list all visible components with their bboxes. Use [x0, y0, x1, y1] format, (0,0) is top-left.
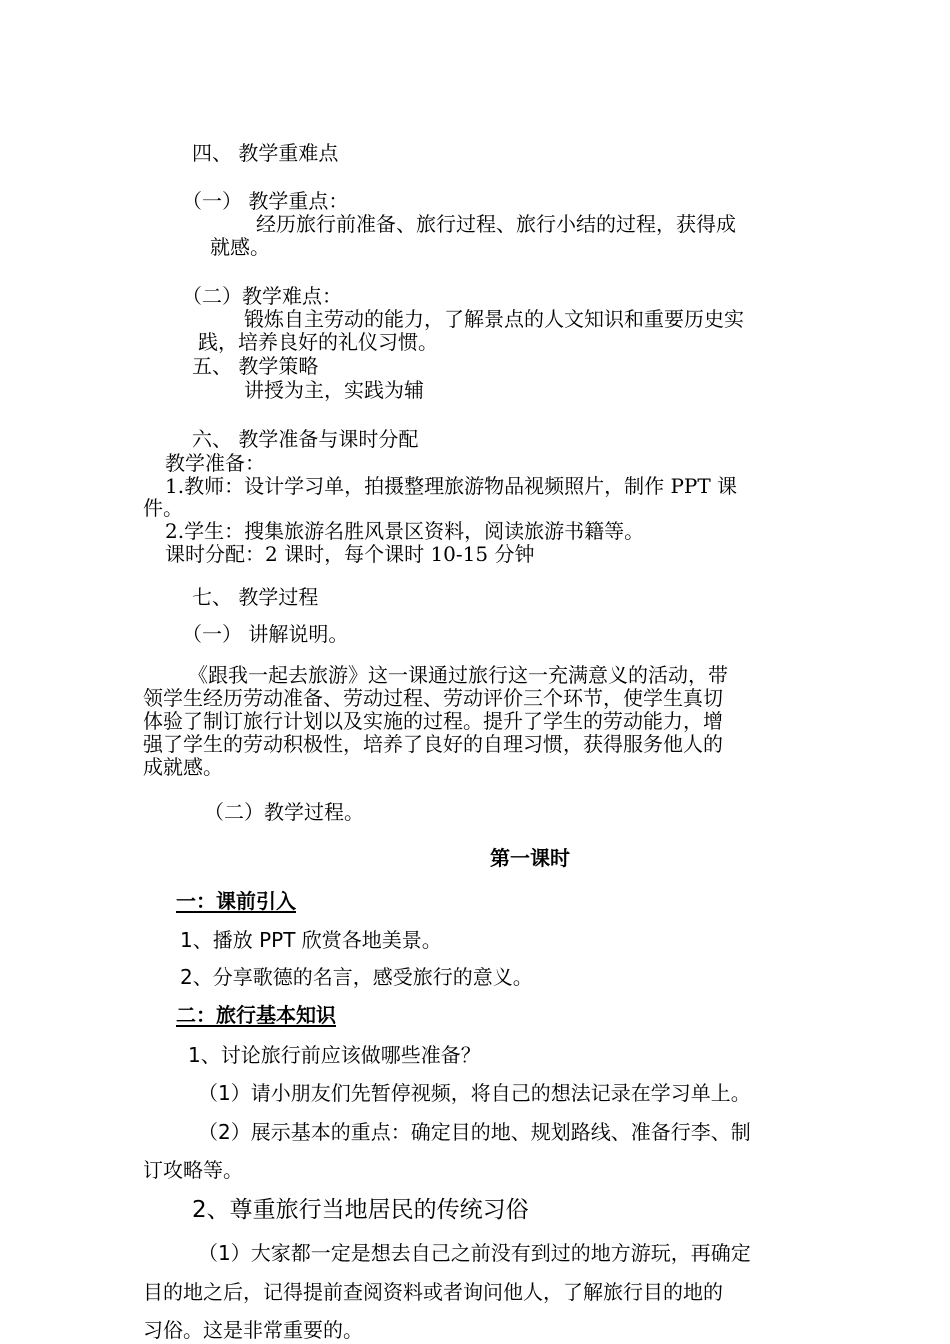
- question-1: 1、讨论旅行前应该做哪些准备？: [188, 1043, 481, 1067]
- part-1-heading: 一：课前引入: [176, 889, 296, 913]
- teacher-prep-line-1: 1.教师：设计学习单，拍摄整理旅游物品视频照片，制作 PPT 课: [165, 474, 738, 498]
- section-7-heading: 七、 教学过程: [192, 585, 319, 609]
- part-2-heading: 二：旅行基本知识: [176, 1003, 336, 1027]
- strategy-text: 讲授为主，实践为辅: [244, 378, 424, 402]
- process-label: （二）教学过程。: [204, 800, 364, 824]
- difficulties-label: （二）教学难点：: [182, 284, 342, 308]
- question-1-answer-b-line-1: （2）展示基本的重点：确定目的地、规划路线、准备行李、制: [198, 1120, 751, 1144]
- explanation-line-2: 领学生经历劳动准备、劳动过程、劳动评价三个环节，使学生真切: [143, 686, 723, 710]
- key-points-line-2: 就感。: [210, 235, 270, 259]
- explanation-line-1: 《跟我一起去旅游》这一课通过旅行这一充满意义的活动，带: [188, 663, 728, 687]
- key-points-label: （一） 教学重点：: [182, 189, 349, 213]
- question-2: 2、尊重旅行当地居民的传统习俗: [192, 1197, 529, 1223]
- student-prep: 2.学生：搜集旅游名胜风景区资料，阅读旅游书籍等。: [165, 519, 645, 543]
- question-2-answer-line-1: （1）大家都一定是想去自己之前没有到过的地方游玩，再确定: [198, 1241, 751, 1265]
- question-1-answer-b-line-2: 订攻略等。: [143, 1158, 243, 1182]
- section-6-heading: 六、 教学准备与课时分配: [192, 427, 419, 451]
- explanation-label: （一） 讲解说明。: [182, 622, 349, 646]
- section-5-heading: 五、 教学策略: [192, 354, 319, 378]
- difficulties-line-1: 锻炼自主劳动的能力，了解景点的人文知识和重要历史实: [244, 307, 744, 331]
- explanation-line-5: 成就感。: [143, 755, 223, 779]
- question-2-answer-line-3: 习俗。这是非常重要的。: [143, 1318, 363, 1342]
- explanation-line-3: 体验了制订旅行计划以及实施的过程。提升了学生的劳动能力，增: [143, 709, 723, 733]
- key-points-line-1: 经历旅行前准备、旅行过程、旅行小结的过程，获得成: [256, 212, 736, 236]
- explanation-line-4: 强了学生的劳动积极性，培养了良好的自理习惯，获得服务他人的: [143, 732, 723, 756]
- part-1-item-2: 2、分享歌德的名言，感受旅行的意义。: [180, 965, 533, 989]
- schedule-text: 课时分配：2 课时，每个课时 10-15 分钟: [165, 542, 535, 566]
- lesson-title: 第一课时: [490, 846, 570, 870]
- section-4-heading: 四、 教学重难点: [192, 141, 339, 165]
- question-1-answer-a: （1）请小朋友们先暂停视频，将自己的想法记录在学习单上。: [198, 1081, 751, 1105]
- prep-label: 教学准备：: [165, 451, 265, 475]
- teacher-prep-line-2: 件。: [143, 496, 183, 520]
- question-2-answer-line-2: 目的地之后，记得提前查阅资料或者询问他人，了解旅行目的地的: [143, 1280, 723, 1304]
- difficulties-line-2: 践，培养良好的礼仪习惯。: [198, 330, 438, 354]
- part-1-item-1: 1、播放 PPT 欣赏各地美景。: [180, 928, 442, 952]
